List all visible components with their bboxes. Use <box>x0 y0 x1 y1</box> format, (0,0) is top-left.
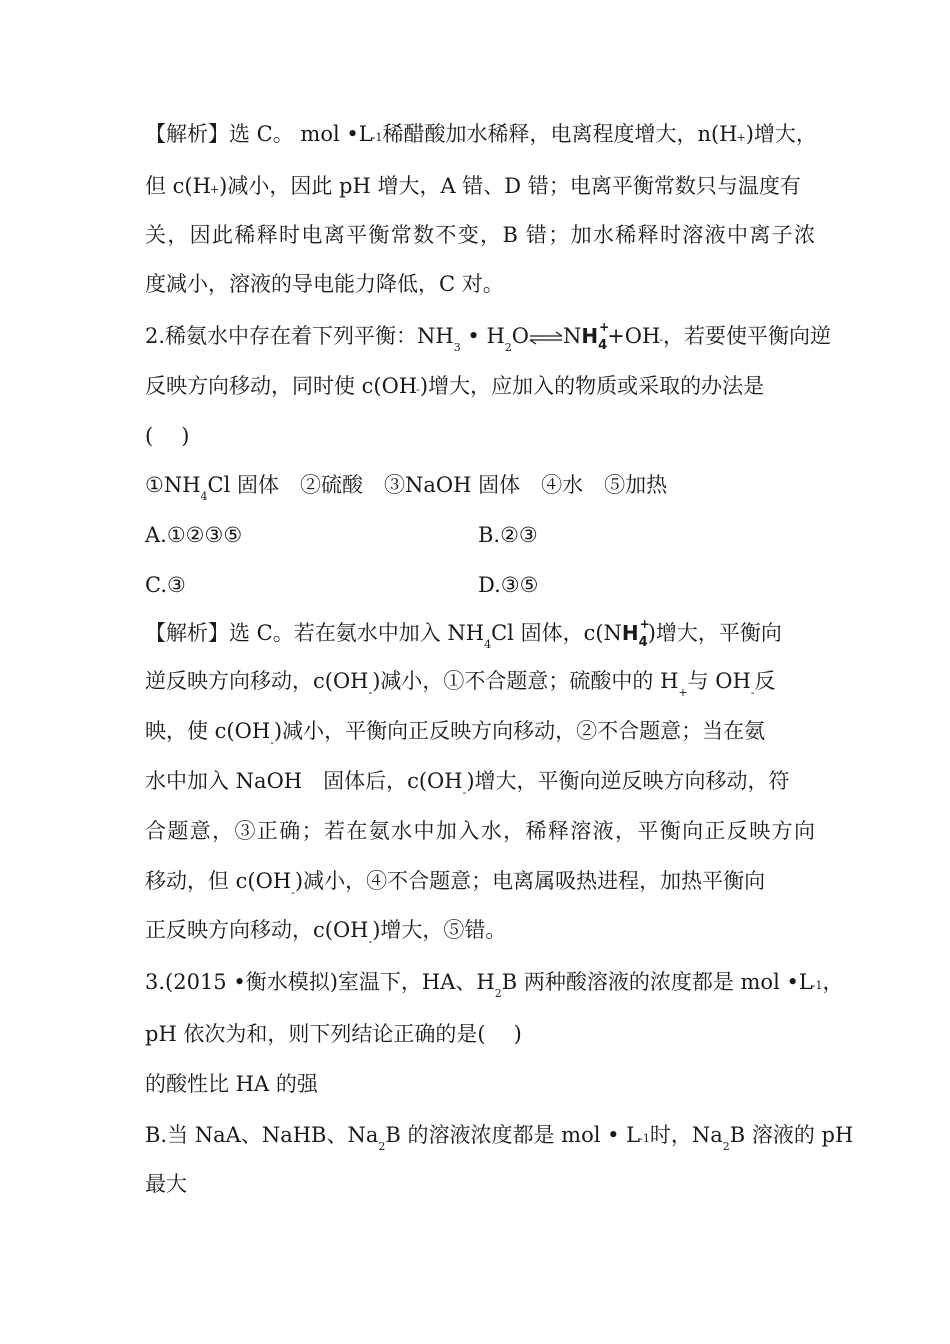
q3-option-b-line-2: 最大 <box>145 1172 187 1196</box>
option-b: B.②③ <box>478 523 538 547</box>
q3-option-b-line-1: B.当 NaA、NaHB、$Na_2B$ 的溶液浓度都是 mol • L-1时，$Na_2B$ 溶液的 pH <box>145 1123 854 1153</box>
q2-explanation-line-7: 正反映方向移动，$c(OH_-)$增大，⑤错。 <box>145 918 507 948</box>
q2-explanation-line-3: 映，使 $c(OH_-)$减小，平衡向正反映方向移动，②不合题意；当在氨 <box>145 719 766 749</box>
option-d: D.③⑤ <box>478 573 539 597</box>
explanation-label: 【解析】 <box>145 122 229 146</box>
ammonium-ion-formula: $H_4$ + <box>621 617 650 650</box>
q2-explanation-line-1: 【解析】选 C。若在氨水中加入 $NH_4Cl$ 固体，$c(NH_4$ + )增大，平衡向 <box>145 617 782 651</box>
option-a: A.①②③⑤ <box>145 523 243 547</box>
option-c: C.③ <box>145 573 186 597</box>
q1-explanation-line-2: 但 c(H+)减小，因此 pH 增大，A 错、D 错；电离平衡常数只与温度有 <box>145 174 801 198</box>
q2-stem-line-1: 2.稀氨水中存在着下列平衡：$NH_3$ • $H_2O$ $NH_4$ + +OH-，若要使平衡向逆 <box>145 320 832 354</box>
q2-options-row-2 <box>145 572 815 598</box>
q2-explanation-line-5: 合题意，③正确；若在氨水中加入水，稀释溶液，平衡向正反映方向 <box>145 819 815 843</box>
q2-explanation-line-6: 移动，但 $c(OH_-)$减小，④不合题意；电离属吸热进程，加热平衡向 <box>145 869 766 899</box>
q3-stem-line-1: 3.(2015 •衡水模拟)室温下，HA、$H_2B$ 两种酸溶液的浓度都是 mol •L-1， <box>145 970 844 1000</box>
q1-explanation-line-3: 关，因此稀释时电离平衡常数不变，B 错；加水稀释时溶液中离子浓 <box>145 223 815 247</box>
q3-stem-line-2: pH 依次为和，则下列结论正确的是( ) <box>145 1022 522 1046</box>
q2-options-row-1 <box>145 522 815 548</box>
explanation-label: 【解析】 <box>145 621 229 645</box>
q2-explanation-line-4: 水中加入 NaOH 固体后，$c(OH_-)$增大，平衡向逆反映方向移动，符 <box>145 769 790 799</box>
q2-stem-line-2: 反映方向移动，同时使 c(OH-)增大，应加入的物质或采取的办法是 <box>145 374 765 398</box>
q2-items: $①NH_4Cl$ 固体 ②硫酸 ③NaOH 固体 ④水 ⑤加热 <box>145 473 668 503</box>
q2-explanation-line-2: 逆反映方向移动，$c(OH_-)$减小，①不合题意；硫酸中的 $H_+$与 $OH_-$反 <box>145 669 776 699</box>
q2-answer-blank: ( ) <box>145 424 190 448</box>
ammonium-ion-formula: $H_4$ + <box>581 320 610 353</box>
equilibrium-arrow-icon <box>529 331 563 345</box>
q1-explanation-line-1: 【解析】选 C。 mol •L-1稀醋酸加水稀释，电离程度增大，n(H+)增大， <box>145 122 817 146</box>
q1-explanation-line-4: 度减小，溶液的导电能力降低，C 对。 <box>145 272 504 296</box>
q3-option-a-fragment: 的酸性比 HA 的强 <box>145 1072 318 1096</box>
